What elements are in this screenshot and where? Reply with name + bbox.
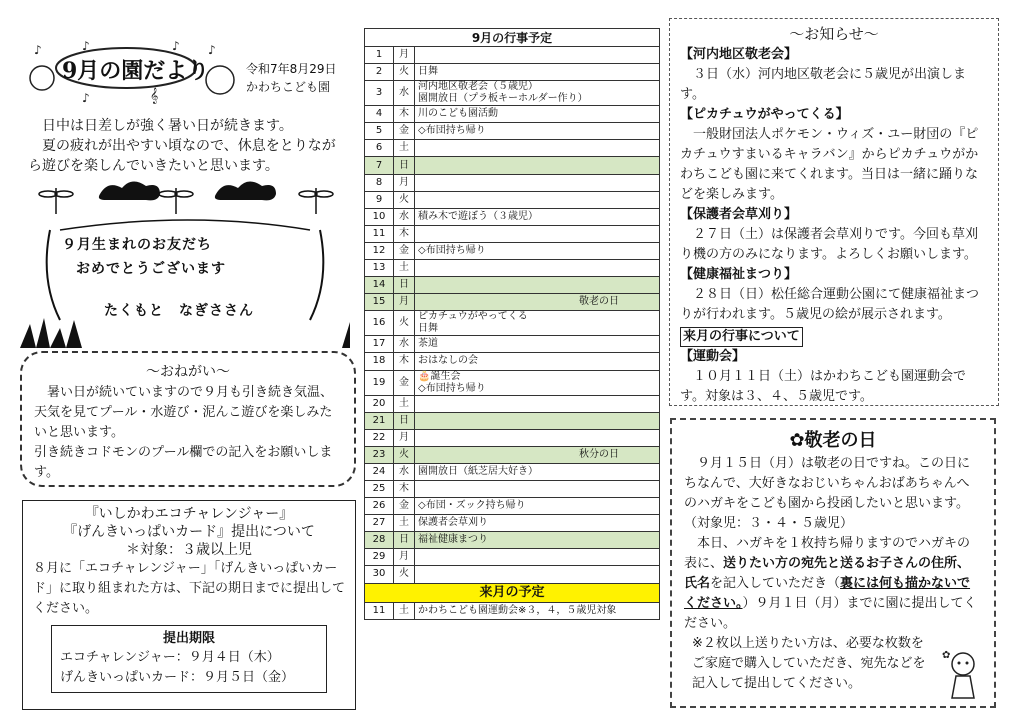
schedule-row xyxy=(365,515,660,532)
keiro-box xyxy=(670,418,996,708)
notice-s2-body: 一般財団法人ポケモン・ウィズ・ユー財団の『ピカチュウすまいるキャラバン』からピカチュウがかわちこども園に来てくれます。当日は一緒に踊りなどを楽しみます。 xyxy=(680,127,979,202)
schedule-day: 29 xyxy=(365,549,394,566)
schedule-weekday: 日 xyxy=(394,277,415,294)
schedule-event-line: 敬老の日 xyxy=(579,296,619,308)
schedule-day: 7 xyxy=(365,157,394,174)
flower-icon: ✿ xyxy=(789,430,805,451)
notice-s4-body: ２８日（日）松任総合運動公園にて健康福祉まつりが行われます。５歳児の絵が展示されます。 xyxy=(680,287,980,322)
schedule-row xyxy=(365,336,660,353)
schedule-weekday: 月 xyxy=(394,174,415,191)
notice-s1-body: ３日（水）河内地区敬老会に５歳児が出演します。 xyxy=(680,67,967,102)
schedule-event xyxy=(415,174,660,191)
schedule-event xyxy=(415,64,660,81)
deadline-box xyxy=(51,625,327,693)
schedule-event xyxy=(415,260,660,277)
schedule-event xyxy=(415,395,660,412)
schedule-event-line: ピカチュウがやってくる xyxy=(418,311,528,323)
schedule-event xyxy=(415,336,660,353)
schedule-day: 19 xyxy=(365,370,394,395)
schedule-row xyxy=(365,566,660,583)
schedule-day: 12 xyxy=(365,242,394,259)
schedule-day: 27 xyxy=(365,515,394,532)
schedule-event xyxy=(415,140,660,157)
schedule-event xyxy=(415,123,660,140)
schedule-weekday: 木 xyxy=(394,353,415,370)
schedule-event-line: ◇布団持ち帰り xyxy=(418,244,486,256)
schedule-weekday: 水 xyxy=(394,463,415,480)
eco-title-1: 『いしかわエコチャレンジャー』 xyxy=(84,506,294,522)
schedule-day: 15 xyxy=(365,294,394,311)
schedule-event-line: ◇布団持ち帰り xyxy=(418,125,486,137)
schedule-weekday: 木 xyxy=(394,225,415,242)
schedule-event xyxy=(415,277,660,294)
schedule-row xyxy=(365,429,660,446)
schedule-event xyxy=(415,225,660,242)
schedule-event xyxy=(415,157,660,174)
schedule-weekday: 月 xyxy=(394,429,415,446)
schedule-row xyxy=(365,532,660,549)
schedule-row xyxy=(365,412,660,429)
schedule-day: 4 xyxy=(365,106,394,123)
notice-s1-title: 【河内地区敬老会】 xyxy=(680,47,798,62)
schedule-row xyxy=(365,395,660,412)
schedule-event-line: 保護者会草刈り xyxy=(418,517,488,529)
intro-line-2: 夏の疲れが出やすい頃なので、休息をとりながら遊びを楽しんでいきたいと思います。 xyxy=(28,138,336,174)
schedule-row xyxy=(365,191,660,208)
schedule-event-line: 日舞 xyxy=(418,323,438,335)
deadline-title: 提出期限 xyxy=(162,631,215,646)
keiro-p2b: 送りたい方の宛先と送るお子さんの住所、氏名 xyxy=(684,556,971,591)
next-month-title: 来月の予定 xyxy=(365,583,660,602)
dragonfly-icon xyxy=(39,188,333,214)
schedule-row xyxy=(365,64,660,81)
schedule-weekday: 金 xyxy=(394,242,415,259)
schedule-day: 2 xyxy=(365,64,394,81)
schedule-row xyxy=(365,174,660,191)
birthday-name: たくもと なぎささん xyxy=(104,303,254,319)
schedule-weekday: 日 xyxy=(394,412,415,429)
deadline-genki: げんきいっぱいカード：９月５日（金） xyxy=(60,670,295,685)
next-month-label: 来月の行事について xyxy=(680,327,803,347)
schedule-event xyxy=(415,412,660,429)
schedule-event xyxy=(415,549,660,566)
schedule-weekday: 木 xyxy=(394,106,415,123)
schedule-event-line: 河内地区敬老会（５歳児） xyxy=(418,81,538,93)
header-meta xyxy=(246,60,337,96)
schedule-event-line: ◇布団・ズック持ち帰り xyxy=(418,500,526,512)
birthday-title-1: ９月生まれのお友だち xyxy=(62,237,212,253)
notice-s5-body: １０月１１日（土）はかわちこども園運動会です。対象は３、４、５歳児です。 xyxy=(680,369,967,404)
schedule-day: 8 xyxy=(365,174,394,191)
keiro-p2a: 本日、ハガキを１枚持ち帰りますのでハガキの表に、 xyxy=(684,536,971,571)
schedule-day: 18 xyxy=(365,353,394,370)
schedule-row xyxy=(365,242,660,259)
keiro-p3: ※２枚以上送りたい方は、必要な枚数をご家庭で購入していただき、宛先などを記入して提出してください。 xyxy=(692,636,926,691)
schedule-event-line: おはなしの会 xyxy=(418,355,478,367)
svg-text:✿: ✿ xyxy=(942,650,951,661)
schedule-table xyxy=(364,28,660,620)
schedule-event-line: 日舞 xyxy=(418,66,438,78)
schedule-event-line: 園開放日（プラ板キーホルダー作り） xyxy=(418,93,588,105)
svg-text:♪: ♪ xyxy=(172,40,180,53)
schedule-weekday: 土 xyxy=(394,140,415,157)
schedule-row xyxy=(365,480,660,497)
notice-s2-title: 【ピカチュウがやってくる】 xyxy=(680,107,849,122)
keiro-p2e: ）９月１日（月）までに園に提出してください。 xyxy=(684,596,977,631)
notice-title: ～お知らせ～ xyxy=(789,25,879,43)
schedule-day: 25 xyxy=(365,480,394,497)
schedule-weekday: 水 xyxy=(394,336,415,353)
schedule-event-line: ◇布団持ち帰り xyxy=(418,382,486,394)
schedule-event xyxy=(415,208,660,225)
notice-s3-body: ２７日（土）は保護者会草刈りです。今回も草刈り機の方のみになります。よろしくお願いします。 xyxy=(680,227,978,262)
onegai-body-2: 引き続きコドモンのプール欄での記入をお願いします。 xyxy=(34,445,333,480)
schedule-event-line: 川のこども園活動 xyxy=(418,108,498,120)
schedule-event-line: 茶道 xyxy=(418,338,438,350)
schedule-event xyxy=(415,515,660,532)
eco-target: ＊対象：３歳以上児 xyxy=(126,542,252,558)
schedule-weekday: 月 xyxy=(394,549,415,566)
schedule-row xyxy=(365,498,660,515)
schedule-weekday: 金 xyxy=(394,498,415,515)
schedule-weekday: 月 xyxy=(394,294,415,311)
deadline-eco: エコチャレンジャー：９月４日（木） xyxy=(60,650,280,665)
schedule-row xyxy=(365,81,660,106)
birthday-title-2: おめでとうございます xyxy=(76,261,226,277)
schedule-weekday: 日 xyxy=(394,157,415,174)
schedule-day: 23 xyxy=(365,446,394,463)
keiro-p2 xyxy=(684,534,982,634)
schedule-event xyxy=(415,446,660,463)
birthday-section xyxy=(20,170,350,350)
schedule-row xyxy=(365,353,660,370)
schedule-row xyxy=(365,47,660,64)
schedule-weekday: 火 xyxy=(394,64,415,81)
schedule-event-line: 🎂誕生会 xyxy=(418,370,461,382)
schedule-row xyxy=(365,225,660,242)
schedule-row xyxy=(365,549,660,566)
schedule-event xyxy=(415,480,660,497)
schedule-event xyxy=(415,81,660,106)
schedule-day: 20 xyxy=(365,395,394,412)
next-month-header xyxy=(365,583,660,602)
keiro-p2c: を記入していただき（ xyxy=(710,576,841,591)
schedule-day: 30 xyxy=(365,566,394,583)
schedule-event xyxy=(415,429,660,446)
intro-line-1: 日中は日差しが強く暑い日が続きます。 xyxy=(42,118,293,134)
schedule-weekday: 月 xyxy=(394,47,415,64)
next-month-weekday: 土 xyxy=(394,602,415,619)
next-month-day: 11 xyxy=(365,602,394,619)
schedule-weekday: 金 xyxy=(394,370,415,395)
schedule-weekday: 土 xyxy=(394,395,415,412)
schedule-weekday: 火 xyxy=(394,191,415,208)
schedule-event xyxy=(415,47,660,64)
schedule-header-row xyxy=(365,29,660,47)
schedule-day: 6 xyxy=(365,140,394,157)
schedule-event-line: 福祉健康まつり xyxy=(418,534,488,546)
schedule-day: 17 xyxy=(365,336,394,353)
notice-box xyxy=(669,18,999,406)
schedule-day: 1 xyxy=(365,47,394,64)
eco-section xyxy=(22,500,356,710)
schedule-row xyxy=(365,446,660,463)
keiro-p1: ９月１５日（月）は敬老の日ですね。この日にちなんで、大好きなおじいちゃんおばあちゃんへのハガキをこども園から投函したいと思います。（対象児：３・４・５歳児） xyxy=(684,456,971,531)
schedule-event xyxy=(415,498,660,515)
schedule-weekday: 火 xyxy=(394,566,415,583)
schedule-weekday: 土 xyxy=(394,515,415,532)
schedule-day: 13 xyxy=(365,260,394,277)
keiro-p2d: 裏には何も描かないでください。 xyxy=(684,576,971,611)
schedule-row xyxy=(365,140,660,157)
schedule-weekday: 火 xyxy=(394,446,415,463)
svg-text:𝄞: 𝄞 xyxy=(150,88,159,104)
schedule-day: 21 xyxy=(365,412,394,429)
schedule-row xyxy=(365,260,660,277)
title-logo xyxy=(22,40,240,104)
next-month-row xyxy=(365,602,660,619)
schedule-weekday: 水 xyxy=(394,81,415,106)
schedule-row xyxy=(365,157,660,174)
eco-title-2: 『げんきいっぱいカード』提出について xyxy=(63,524,315,540)
svg-text:♪: ♪ xyxy=(34,43,42,57)
schedule-row xyxy=(365,277,660,294)
svg-text:♪: ♪ xyxy=(82,91,90,104)
school-name: かわちこども園 xyxy=(246,80,331,94)
keiro-title-text: 敬老の日 xyxy=(804,430,877,451)
notice-s3-title: 【保護者会草刈り】 xyxy=(680,207,798,222)
schedule-row xyxy=(365,106,660,123)
child-illustration xyxy=(940,648,986,700)
issue-date: 令和7年8月29日 xyxy=(246,62,337,76)
schedule-weekday: 水 xyxy=(394,208,415,225)
next-month-event: かわちこども園運動会※３，４，５歳児対象 xyxy=(415,602,660,619)
schedule-row xyxy=(365,370,660,395)
schedule-event xyxy=(415,370,660,395)
schedule-day: 11 xyxy=(365,225,394,242)
schedule-row xyxy=(365,311,660,336)
notice-s4-title: 【健康福祉まつり】 xyxy=(680,267,798,282)
schedule-event-line: 積み木で遊ぼう（３歳児） xyxy=(418,210,538,222)
schedule-weekday: 金 xyxy=(394,123,415,140)
schedule-row xyxy=(365,294,660,311)
schedule-row xyxy=(365,463,660,480)
schedule-day: 16 xyxy=(365,311,394,336)
schedule-event xyxy=(415,463,660,480)
schedule-day: 26 xyxy=(365,498,394,515)
schedule-event xyxy=(415,242,660,259)
schedule-event xyxy=(415,566,660,583)
schedule-event-line: 園開放日（紙芝居大好き） xyxy=(418,465,538,477)
schedule-event xyxy=(415,294,660,311)
newsletter-title: 9月の園だより xyxy=(62,58,210,84)
schedule-weekday: 火 xyxy=(394,311,415,336)
schedule-day: 10 xyxy=(365,208,394,225)
schedule-day: 14 xyxy=(365,277,394,294)
eco-body: ８月に「エコチャレンジャー」「げんきいっぱいカード」に取り組まれた方は、下記の期日までに提出してください。 xyxy=(33,561,346,616)
schedule-day: 9 xyxy=(365,191,394,208)
schedule-day: 24 xyxy=(365,463,394,480)
schedule-day: 22 xyxy=(365,429,394,446)
schedule-event xyxy=(415,191,660,208)
schedule-day: 28 xyxy=(365,532,394,549)
onegai-body: 暑い日が続いていますので９月も引き続き気温、天気を見てプール・水遊び・泥んこ遊びを楽しみたいと思います。 xyxy=(34,385,334,440)
onegai-box xyxy=(20,351,356,487)
schedule-row xyxy=(365,208,660,225)
notice-s5-title: 【運動会】 xyxy=(680,349,746,364)
svg-text:♪: ♪ xyxy=(82,40,90,53)
schedule-row xyxy=(365,123,660,140)
schedule-weekday: 木 xyxy=(394,480,415,497)
onegai-title: ～おねがい～ xyxy=(146,364,230,380)
schedule-day: 5 xyxy=(365,123,394,140)
svg-text:♪: ♪ xyxy=(208,43,216,57)
intro-text xyxy=(28,116,343,176)
schedule-event xyxy=(415,532,660,549)
schedule-event xyxy=(415,353,660,370)
schedule-day: 3 xyxy=(365,81,394,106)
schedule-event xyxy=(415,106,660,123)
schedule-title: 9月の行事予定 xyxy=(365,29,660,47)
schedule-section xyxy=(364,28,660,620)
schedule-event-line: 秋分の日 xyxy=(579,448,619,460)
schedule-weekday: 日 xyxy=(394,532,415,549)
keiro-title xyxy=(684,426,982,452)
schedule-weekday: 土 xyxy=(394,260,415,277)
schedule-event xyxy=(415,311,660,336)
